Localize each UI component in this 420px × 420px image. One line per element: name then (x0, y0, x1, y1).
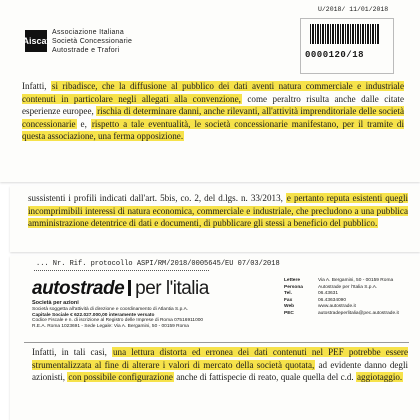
divider (24, 342, 409, 343)
contact-row: Fax 06.43634090 (284, 297, 347, 303)
logo-separator (128, 280, 131, 296)
contact-row: Persona Autostrade per l'Italia S.p.A. (284, 284, 378, 290)
logo-main: autostrade (32, 278, 125, 299)
excerpt-clip (10, 186, 420, 252)
highlighted-text: si ribadisce, che la diffusione al pubblico dei dati aventi natura commerciale e industriale contenuti in particolare negli allegati alla convenzione, (22, 81, 404, 104)
highlighted-text: aggiotaggio. (356, 372, 403, 382)
highlighted-paragraph (22, 80, 404, 143)
association-line: Società Concessionarie (52, 38, 133, 45)
contact-block (284, 278, 412, 318)
autostrade-logo (32, 278, 209, 300)
autostrade-letter-clip (10, 256, 420, 420)
association-line: Autostrade e Trafori (52, 47, 120, 54)
association-name (52, 28, 132, 55)
company-line: R.E.A. Roma 1023691 - Sede Legale: Via A. Bergamini, 50 - 00159 Roma (32, 324, 189, 330)
highlighted-paragraph (28, 192, 408, 230)
highlighted-text: con possibile configurazione (68, 372, 173, 382)
contact-row: Web www.autostrade.it (284, 304, 356, 310)
highlighted-paragraph (32, 346, 408, 384)
divider (34, 270, 209, 271)
aiscat-logo: Aiscat (25, 30, 47, 52)
text-segment: come peraltro risulta anche dalle citate esperienze europee, (22, 93, 404, 116)
text-segment: sussistenti i profili indicati dall'art. 5bis, co. 2, del d.lgs. n. 33/2013, (28, 193, 286, 203)
text-segment: anche di fattispecie di reato, quale quella del c.d. (173, 372, 356, 382)
highlighted-text: rischia di determinare danni, anche rilevanti, all'attività imprenditoriale delle società concessionarie (22, 106, 404, 129)
highlighted-text: rispetto a tale eventualità, le società concessionarie manifestano, per il tramite di questa associazione, una ferma opposizione. (22, 118, 404, 141)
company-details (32, 301, 242, 330)
company-line: Codice Fiscale e n. di iscrizione al Registro delle Imprese di Roma 07516911000 (32, 318, 204, 324)
company-line: Società per azioni (32, 300, 79, 306)
text-segment: Infatti, in tali casi, (32, 347, 112, 357)
highlighted-text: e pertanto reputa esistenti quegli incomprimibili interessi di natura economica, commerciale e industriale, che precludono a una pubblica amministrazione detentrice di dati e documenti, di pubblicare gli stessi a beneficio del pubblico. (28, 193, 408, 228)
company-line: Capitale Sociale € 622.027.000,00 interamente versato (32, 312, 155, 318)
company-line: Società soggetta all'attività di direzione e coordinamento di Atlantia S.p.A. (32, 306, 189, 312)
protocol-reference: ... Nr. Rif. protocollo ASPI/RM/2018/0005645/EU 07/03/2018 (36, 260, 280, 268)
text-segment: ad evidente danno degli azionisti, (32, 359, 408, 382)
logo-tail: per l'italia (135, 278, 209, 299)
document-number: 0000120/18 (305, 50, 365, 60)
barcode-icon (310, 24, 380, 44)
contact-row: Tel. 06.43631 (284, 291, 339, 297)
contact-row: Lettere Via A. Bergamini, 50 - 00159 Roma (284, 278, 394, 283)
text-segment: e, (76, 118, 91, 129)
highlighted-text: una lettura distorta ed erronea dei dati contenuti nel PEF potrebbe essere strumentalizzata al fine di alterare i valori di mercato della società quotata, (32, 347, 408, 370)
contact-row: PEC autostradeperlitalia@pec.autostrade.it (284, 310, 399, 316)
protocol-reference: U/2018/ 11/01/2018 (318, 6, 389, 13)
aiscat-letter-clip (0, 0, 420, 182)
text-segment: Infatti, (22, 81, 51, 91)
association-line: Associazione Italiana (52, 29, 125, 36)
